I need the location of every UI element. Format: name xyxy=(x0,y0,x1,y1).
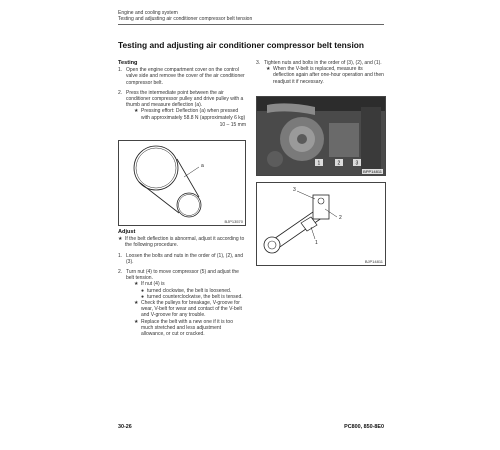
replace-text: Replace the belt with a new one if it is too much stretched and less adjustment allowance, or cut or cracked. xyxy=(141,318,233,338)
step-text: Open the engine compartment cover on the control valve side and remove the cover of the air conditioner compressor belt. xyxy=(126,67,245,86)
drawing-label-2: 2 xyxy=(339,215,342,221)
model-name: PC800, 850-8E0 xyxy=(344,424,384,430)
step-number: 2. xyxy=(118,89,123,96)
compressor-pulley-inner xyxy=(136,148,176,188)
testing-heading: Testing xyxy=(118,60,138,66)
sub-item-text: turned counterclockwise, the belt is tensed. xyxy=(147,293,243,300)
replace-note xyxy=(134,319,246,338)
deflection-leader xyxy=(184,167,199,177)
star-bullet-icon: ★ xyxy=(134,108,139,115)
tensioner-drawing xyxy=(256,182,386,266)
check-note xyxy=(134,300,246,319)
deflection-label: a xyxy=(201,163,204,169)
step-number: 1. xyxy=(118,67,123,74)
adjust-intro-text: If the belt deflection is abnormal, adjust it according to the following procedure. xyxy=(125,236,245,249)
drive-pulley-inner xyxy=(179,195,200,216)
photo-label-1: 1 xyxy=(317,160,321,167)
star-bullet-icon: ★ xyxy=(134,318,139,325)
belt-left-run xyxy=(139,182,179,213)
compressor-hub xyxy=(297,134,307,144)
dot-bullet-icon: ● xyxy=(141,287,145,294)
leader-1 xyxy=(311,227,315,239)
engine-photo xyxy=(256,96,386,176)
belt-diagram-drawing xyxy=(119,141,245,225)
belt-right-run xyxy=(177,159,199,197)
star-bullet-icon: ★ xyxy=(266,66,271,73)
testing-step-2 xyxy=(118,90,246,128)
pressing-effort-text: Pressing effort: Deflection (a) when pressed with approximately 58.8 N (approximately 6 kg) xyxy=(141,108,246,121)
replace-vbelt-text: When the V-belt is replaced, measure its deflection again after one-hour operation and then readjust it if necessary. xyxy=(273,66,384,85)
figure-code: BPP14811 xyxy=(363,169,382,174)
bracket-bolt xyxy=(318,198,324,204)
pressing-effort-note xyxy=(134,108,246,120)
page-title: Testing and adjusting air conditioner compressor belt tension xyxy=(118,40,365,50)
right-column xyxy=(256,60,384,89)
tensioner-drawing-svg xyxy=(257,183,385,265)
belt-diagram xyxy=(118,140,246,226)
bracket-block xyxy=(329,123,359,157)
figure-code: BJP13570 xyxy=(224,219,243,224)
header-line-2: Testing and adjusting air conditioner compressor belt tension xyxy=(118,16,253,22)
adjust-step-1 xyxy=(118,253,246,265)
step-text-main: Press the intermediate point between the air conditioner compressor pulley and drive pulley with a thumb and measure deflection (a). xyxy=(126,89,244,109)
star-bullet-icon: ★ xyxy=(118,236,123,243)
page-number: 30-26 xyxy=(118,424,132,430)
star-bullet-icon: ★ xyxy=(134,300,139,307)
drive-pulley xyxy=(177,193,201,217)
step-text-main: Turn nut (4) to move compressor (5) and adjust the belt tension. xyxy=(126,269,239,282)
testing-step-3 xyxy=(256,60,384,85)
photo-label-3: 3 xyxy=(355,160,359,167)
adjust-heading: Adjust xyxy=(118,229,136,235)
adjust-step-2 xyxy=(118,269,246,337)
step-number: 3. xyxy=(256,60,261,66)
star-bullet-icon: ★ xyxy=(134,281,139,288)
frame-rail xyxy=(361,107,381,169)
photo-label-2: 2 xyxy=(337,160,341,167)
running-header xyxy=(118,10,252,22)
step-text xyxy=(126,90,246,128)
adjust-section xyxy=(118,229,246,341)
step-number: 2. xyxy=(118,269,123,276)
rod-eye-hole xyxy=(268,241,276,249)
step-text xyxy=(126,269,246,337)
dot-bullet-icon: ● xyxy=(141,293,145,300)
engine-photo-drawing xyxy=(257,97,385,175)
figure-code: BJP14811 xyxy=(364,259,383,264)
drive-pulley-photo xyxy=(267,151,283,167)
step-text: Loosen the bolts and nuts in the order of (1), (2), and (3). xyxy=(126,252,244,265)
step-text xyxy=(264,60,384,85)
step-text-main: Tighten nuts and bolts in the order of (3), (2), and (1). xyxy=(264,60,382,66)
testing-step-1 xyxy=(118,67,246,86)
deflection-range: 10 – 15 mm xyxy=(219,121,246,128)
drawing-label-3: 3 xyxy=(293,187,296,193)
check-text: Check the pulleys for breakage, V-groove for wear, V-belt for wear and contact of the V-belt and V-groove for any trouble. xyxy=(141,300,242,319)
leader-3 xyxy=(297,191,315,199)
adjust-intro xyxy=(118,236,246,248)
step-number: 1. xyxy=(118,252,123,259)
if-nut-text: If nut (4) is xyxy=(141,281,165,288)
testing-section xyxy=(118,60,246,132)
header-rule xyxy=(118,24,384,25)
drawing-label-1: 1 xyxy=(315,240,318,246)
header-line-1: Engine and cooling system xyxy=(118,10,178,16)
replace-vbelt-note xyxy=(266,66,384,85)
sub-item-text: turned clockwise, the belt is loosened. xyxy=(147,287,232,294)
